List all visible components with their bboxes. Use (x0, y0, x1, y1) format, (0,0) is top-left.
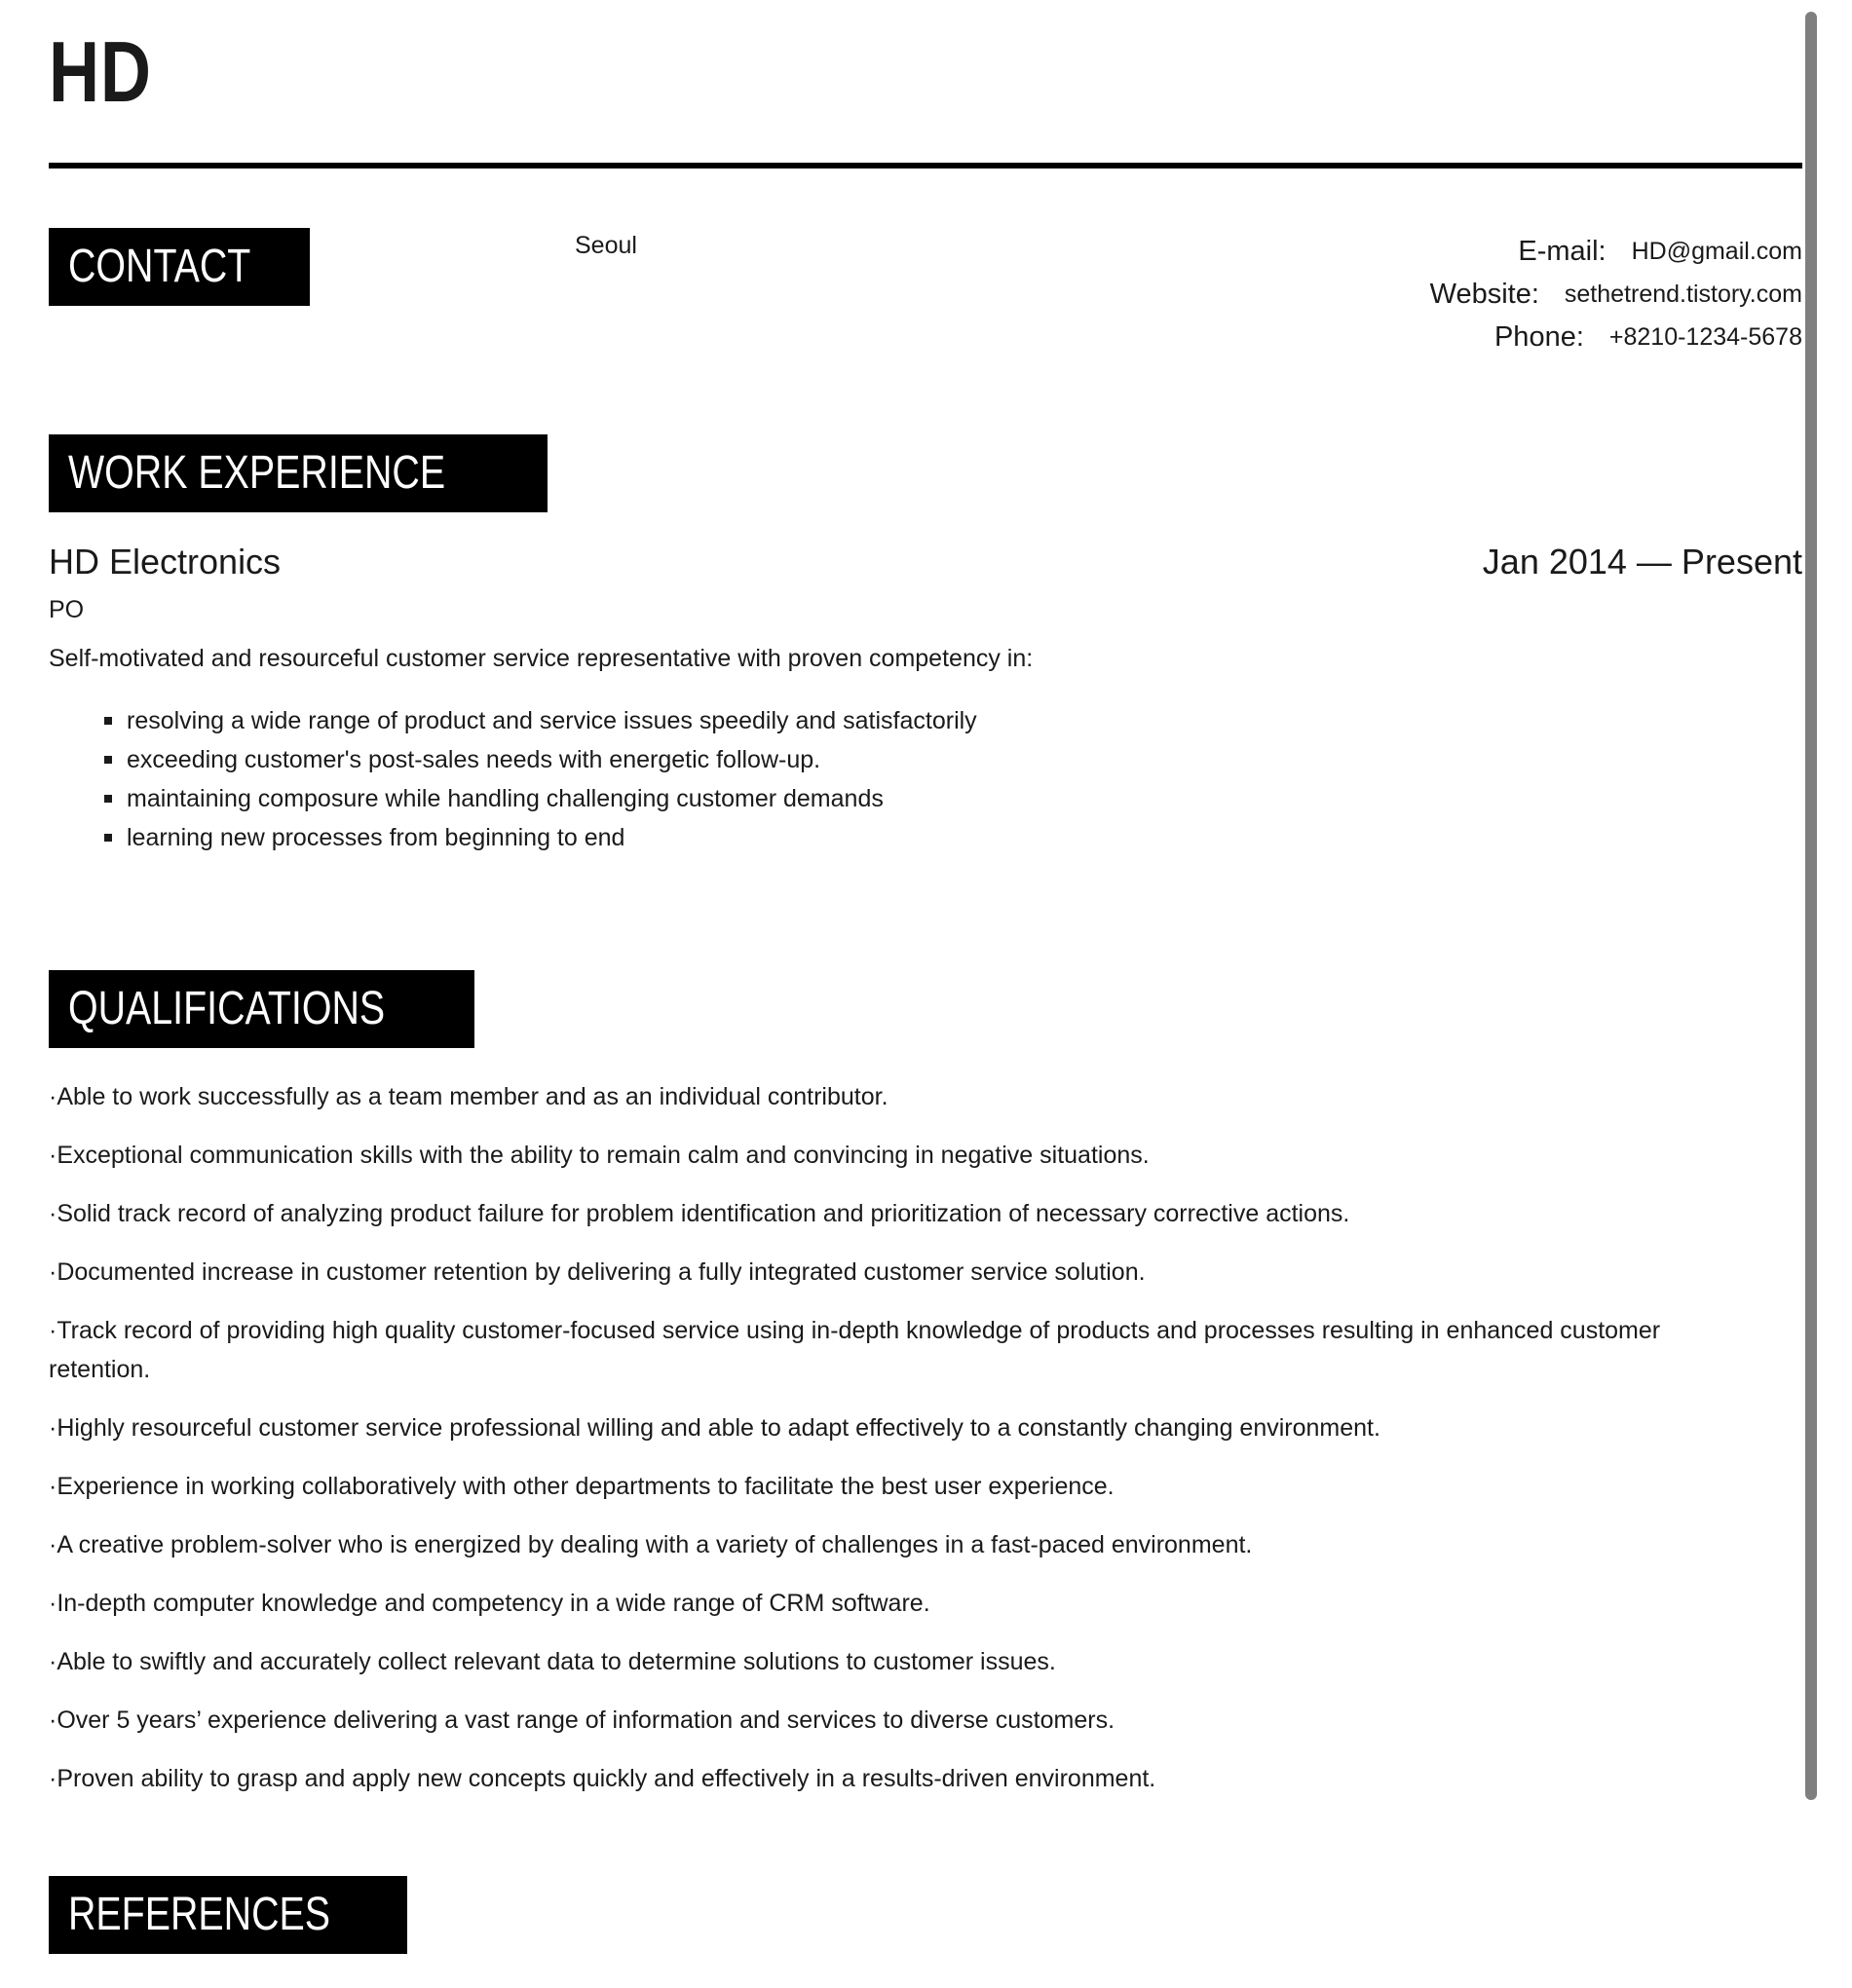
qualification-item: ·Proven ability to grasp and apply new concepts quickly and effectively in a results-driven environment. (49, 1765, 1156, 1792)
contact-email-row (1430, 230, 1802, 273)
contact-email-label: E-mail: (1518, 235, 1606, 267)
header-divider (49, 163, 1802, 169)
list-item: learning new processes from beginning to end (104, 818, 977, 857)
contact-phone-value[interactable]: +8210-1234-5678 (1608, 322, 1802, 351)
contact-website-value[interactable]: sethetrend.tistory.com (1564, 280, 1802, 308)
qualification-item: ·In-depth computer knowledge and competency in a wide range of CRM software. (49, 1590, 930, 1617)
qualification-item: ·Experience in working collaboratively with other departments to facilitate the best user experience. (49, 1473, 1115, 1500)
job-dates: Jan 2014 — Present (1482, 542, 1802, 581)
qualification-item: ·Highly resourceful customer service professional willing and able to adapt effectively to a constantly changing environment. (49, 1414, 1380, 1442)
contact-city: Seoul (575, 232, 637, 259)
square-bullet-icon (104, 795, 112, 803)
job-summary: Self-motivated and resourceful customer service representative with proven competency in: (49, 645, 1034, 672)
contact-section-label: CONTACT (49, 228, 310, 306)
list-item: exceeding customer's post-sales needs with energetic follow-up. (104, 740, 977, 779)
work-section-label: WORK EXPERIENCE (49, 434, 548, 512)
qualification-item: ·Exceptional communication skills with the ability to remain calm and convincing in negative situations. (49, 1142, 1150, 1169)
contact-list (1430, 230, 1802, 358)
contact-phone-label: Phone: (1493, 320, 1584, 353)
qualification-item: ·Over 5 years’ experience delivering a vast range of information and services to diverse customers. (49, 1707, 1115, 1734)
contact-website-row (1430, 273, 1802, 316)
square-bullet-icon (104, 834, 112, 842)
square-bullet-icon (104, 756, 112, 764)
qualification-item: ·Documented increase in customer retention by delivering a fully integrated customer service solution. (49, 1258, 1146, 1286)
contact-phone-row (1430, 316, 1802, 358)
references-section-label: REFERENCES (49, 1876, 407, 1954)
scrollbar-thumb[interactable] (1805, 12, 1817, 1800)
list-item: resolving a wide range of product and service issues speedily and satisfactorily (104, 701, 977, 740)
qualification-item: ·Able to work successfully as a team member and as an individual contributor. (49, 1083, 888, 1110)
qualification-item: ·A creative problem-solver who is energized by dealing with a variety of challenges in a fast-paced environment. (49, 1531, 1253, 1558)
contact-email-value[interactable]: HD@gmail.com (1631, 237, 1802, 265)
vertical-scrollbar[interactable] (1805, 12, 1821, 1800)
list-item: maintaining composure while handling challenging customer demands (104, 779, 977, 818)
resume-page (49, 0, 1802, 1940)
qualifications-section-label: QUALIFICATIONS (49, 970, 474, 1048)
qualification-item: ·Solid track record of analyzing product failure for problem identification and prioritization of necessary corrective actions. (49, 1200, 1350, 1227)
qualification-item: ·Able to swiftly and accurately collect relevant data to determine solutions to customer issues. (49, 1648, 1056, 1675)
contact-website-label: Website: (1429, 278, 1539, 310)
square-bullet-icon (104, 717, 112, 725)
job-bullet-list (104, 701, 977, 857)
qualification-item: ·Track record of providing high quality customer-focused service using in-depth knowledge of products and processes resulting in enhanced customer retention. (49, 1317, 1661, 1383)
job-role: PO (49, 596, 85, 623)
qualifications-list (49, 1077, 1802, 1818)
resume-name: HD (49, 23, 152, 120)
job-company: HD Electronics (49, 542, 282, 581)
